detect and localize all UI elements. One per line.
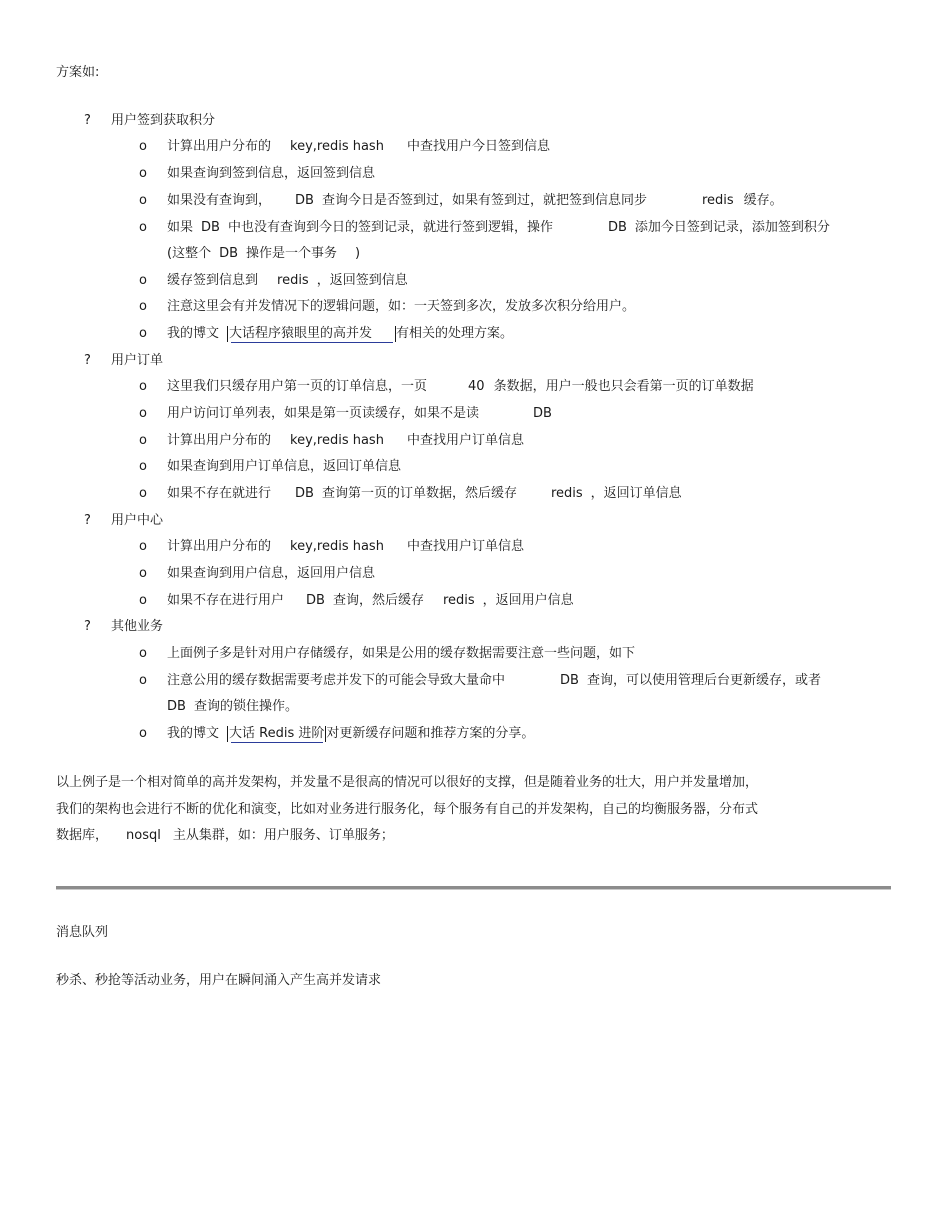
section-title: 用户中心 — [111, 513, 164, 528]
section-item — [84, 512, 163, 530]
list-item: o 如果不存在就进行 DB 查询第一页的订单数据，然后缓存 redis ，返回订单信息 — [139, 486, 682, 501]
list-item: o 我的博文 大话 Redis 进阶 对更新缓存问题和推荐方案的分享。 — [139, 726, 535, 741]
bullet-question-mark: ? — [84, 353, 91, 368]
section-text: 秒杀、秒抢等活动业务，用户在瞬间涌入产生高并发请求 — [56, 973, 382, 988]
bullet-circle: o — [139, 273, 147, 288]
list-item: o 用户访问订单列表，如果是第一页读缓存，如果不是读 DB — [139, 406, 552, 421]
intro-text: 方案如: — [56, 65, 100, 80]
horizontal-rule — [56, 886, 891, 890]
list-item: o 上面例子多是针对用户存储缓存，如果是公用的缓存数据需要注意一些问题，如下 — [139, 646, 636, 661]
bullet-circle: o — [139, 220, 147, 235]
list-item: o 计算出用户分布的 key,redis hash 中查找用户订单信息 — [139, 433, 524, 448]
list-item: o 如果不存在进行用户 DB 查询，然后缓存 redis ，返回用户信息 — [139, 593, 574, 608]
list-item: o 如果 DB 中也没有查询到今日的签到记录，就进行签到逻辑，操作 DB 添加今日签到记录，添加签到积分 — [139, 220, 830, 235]
summary-line: 以上例子是一个相对简单的高并发架构，并发量不是很高的情况可以很好的支撑，但是随着业务的壮大，用户并发量增加， — [56, 775, 759, 790]
bullet-circle: o — [139, 593, 147, 608]
summary-line: 我们的架构也会进行不断的优化和演变，比如对业务进行服务化，每个服务有自己的并发架构，自己的均衡服务器，分布式 — [56, 802, 759, 817]
list-item: o 这里我们只缓存用户第一页的订单信息，一页 40 条数据，用户一般也只会看第一页的订单数据 — [139, 379, 754, 394]
list-item-continuation: (这整个 DB 操作是一个事务 ) — [167, 246, 361, 261]
list-item: o 我的博文 大话程序猿眼里的高并发 有相关的处理方案。 — [139, 326, 514, 341]
bullet-circle: o — [139, 166, 147, 181]
bullet-question-mark: ? — [84, 513, 91, 528]
bullet-circle: o — [139, 139, 147, 154]
bullet-circle: o — [139, 673, 147, 688]
bullet-circle: o — [139, 326, 147, 341]
bullet-circle: o — [139, 379, 147, 394]
section-item — [84, 618, 163, 636]
list-item: o 如果查询到用户订单信息，返回订单信息 — [139, 459, 402, 474]
list-item: o 缓存签到信息到 redis ，返回签到信息 — [139, 273, 408, 288]
bullet-circle: o — [139, 459, 147, 474]
bullet-question-mark: ? — [84, 619, 91, 634]
bullet-circle: o — [139, 299, 147, 314]
bullet-circle: o — [139, 539, 147, 554]
section-item — [84, 112, 215, 130]
bullet-circle: o — [139, 726, 147, 741]
list-item: o 如果查询到用户信息，返回用户信息 — [139, 566, 376, 581]
bullet-circle: o — [139, 566, 147, 581]
section-heading: 消息队列 — [56, 925, 109, 940]
list-item: o 如果没有查询到， DB 查询今日是否签到过，如果有签到过，就把签到信息同步 redis 缓存。 — [139, 193, 783, 208]
bullet-circle: o — [139, 646, 147, 661]
blog-link-redis-advanced[interactable]: 大话 Redis 进阶 — [229, 726, 325, 741]
list-item: o 注意公用的缓存数据需要考虑并发下的可能会导致大量命中 DB 查询，可以使用管理后台更新缓存，或者 — [139, 673, 821, 688]
list-item: o 注意这里会有并发情况下的逻辑问题，如：一天签到多次，发放多次积分给用户。 — [139, 299, 636, 314]
section-title: 其他业务 — [111, 619, 164, 634]
list-item: o 计算出用户分布的 key,redis hash 中查找用户今日签到信息 — [139, 139, 550, 154]
bullet-circle: o — [139, 433, 147, 448]
list-item: o 如果查询到签到信息，返回签到信息 — [139, 166, 376, 181]
list-item-continuation: DB 查询的锁住操作。 — [167, 699, 298, 714]
list-item: o 计算出用户分布的 key,redis hash 中查找用户订单信息 — [139, 539, 524, 554]
section-title: 用户订单 — [111, 353, 164, 368]
blog-link-high-concurrency[interactable]: 大话程序猿眼里的高并发 — [227, 325, 396, 343]
bullet-circle: o — [139, 486, 147, 501]
section-title: 用户签到获取积分 — [111, 113, 216, 128]
bullet-circle: o — [139, 406, 147, 421]
bullet-circle: o — [139, 193, 147, 208]
summary-line: 数据库， nosql 主从集群，如：用户服务、订单服务； — [56, 828, 394, 843]
bullet-question-mark: ? — [84, 113, 91, 128]
section-item — [84, 352, 163, 370]
